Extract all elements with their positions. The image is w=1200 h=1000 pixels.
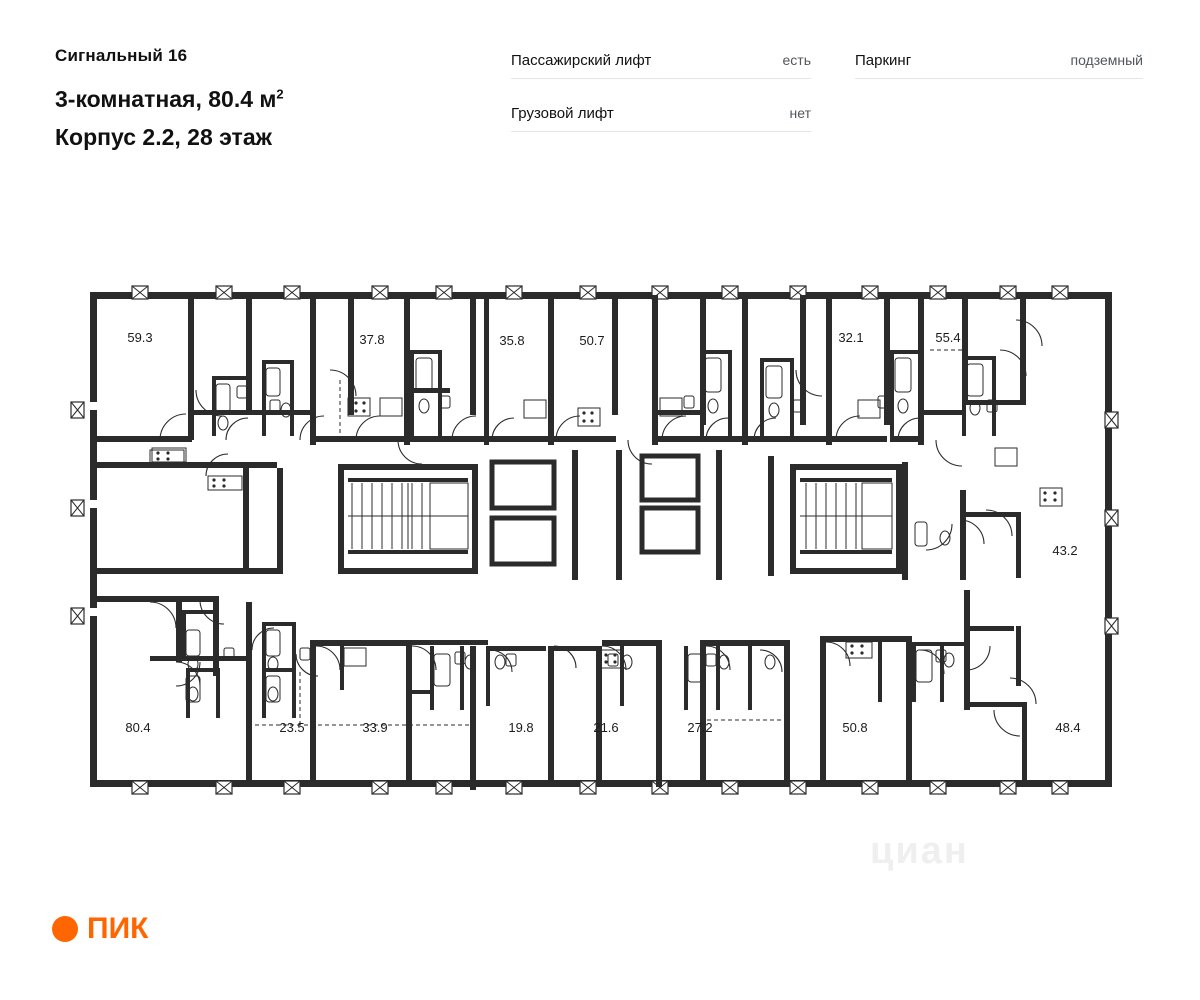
area-label: 23.5 (279, 720, 305, 735)
area-label: 80.4 (125, 720, 151, 735)
floor-plan-svg (0, 250, 1200, 850)
area-label: 33.9 (362, 720, 388, 735)
complex-name: Сигнальный 16 (55, 46, 188, 65)
area-label: 27.2 (687, 720, 713, 735)
area-label: 43.2 (1052, 543, 1078, 558)
area-unit-superscript: 2 (276, 86, 284, 102)
spec-value-parking: подземный (1070, 52, 1143, 68)
area-label: 55.4 (935, 330, 961, 345)
brand-logo (52, 912, 148, 946)
spec-label-parking: Паркинг (855, 52, 912, 69)
area-label: 50.8 (842, 720, 868, 735)
area-label: 59.3 (127, 330, 153, 345)
area-label: 50.7 (579, 333, 605, 348)
area-label: 19.8 (508, 720, 534, 735)
page-subtitle: Корпус 2.2, 28 этаж (55, 124, 272, 150)
page-title (55, 86, 284, 113)
area-label: 48.4 (1055, 720, 1081, 735)
plan-structure (71, 286, 1118, 794)
spec-label-passenger-lift: Пассажирский лифт (511, 52, 652, 69)
watermark: циан (870, 830, 969, 872)
page-title-text: 3-комнатная, 80.4 м (55, 86, 277, 112)
logo-dot-icon (52, 916, 78, 942)
area-label: 35.8 (499, 333, 525, 348)
area-labels (125, 330, 1080, 735)
spec-group-lifts (511, 52, 811, 132)
spec-row-passenger-lift (511, 52, 811, 79)
spec-row-parking (855, 52, 1143, 79)
area-label: 32.1 (838, 330, 864, 345)
floor-plan (0, 250, 1200, 850)
plan-header (0, 0, 1200, 180)
spec-label-cargo-lift: Грузовой лифт (511, 105, 614, 122)
spec-row-cargo-lift (511, 105, 811, 132)
area-label: 21.6 (593, 720, 619, 735)
spec-value-cargo-lift: нет (789, 105, 811, 121)
area-label: 37.8 (359, 332, 385, 347)
spec-group-parking (855, 52, 1143, 79)
logo-text: ПИК (87, 912, 149, 945)
spec-value-passenger-lift: есть (782, 52, 811, 68)
